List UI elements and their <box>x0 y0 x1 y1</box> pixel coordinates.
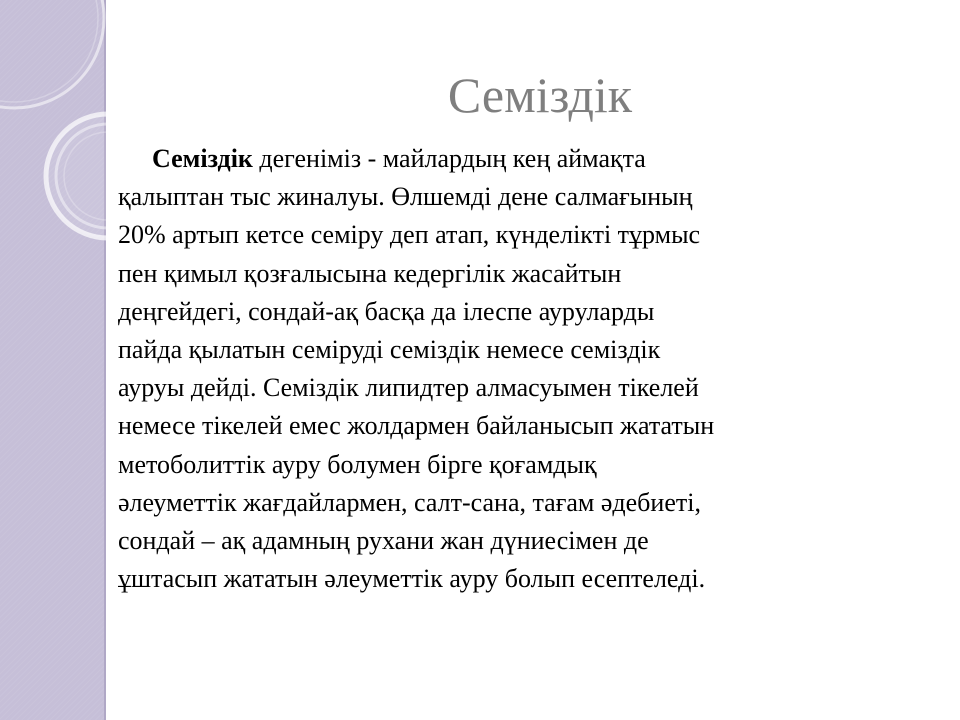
body-line: пайда қылатын семіруді семіздік немесе семіздік <box>118 335 661 365</box>
body-line-1-rest: дегеніміз - майлардың кең аймақта <box>252 144 646 173</box>
body-line: немесе тікелей емес жолдармен байланысып жататын <box>118 411 715 441</box>
body-line: метоболиттік ауру болумен бірге қоғамдық <box>118 449 597 479</box>
body-line: қалыптан тыс жиналуы. Өлшемді дене салмағының <box>118 182 693 212</box>
body-line: ауруы дейді. Семіздік липидтер алмасуымен тікелей <box>118 373 699 403</box>
body-line: сондай – ақ адамның рухани жан дүниесімен де <box>118 526 649 556</box>
decorative-circle-large <box>0 0 104 108</box>
defined-term: Семіздік <box>152 144 253 173</box>
body-line: пен қимыл қозғалысына кедергілік жасайтын <box>118 258 622 288</box>
decorative-circle-large-inner <box>0 0 98 102</box>
body-line-1 <box>118 140 878 178</box>
body-line: әлеуметтік жағдайлармен, салт-сана, тағам әдебиеті, <box>118 487 701 517</box>
body-line: 20% артып кетсе семіру деп атап, күнделікті тұрмыс <box>118 220 701 250</box>
body-line: ұштасып жататын әлеуметтік ауру болып есептеледі. <box>118 564 706 594</box>
slide-body-text <box>118 140 878 598</box>
slide-title: Семіздік <box>447 67 633 123</box>
body-line: деңгейдегі, сондай-ақ басқа да ілеспе ауруларды <box>118 296 655 326</box>
